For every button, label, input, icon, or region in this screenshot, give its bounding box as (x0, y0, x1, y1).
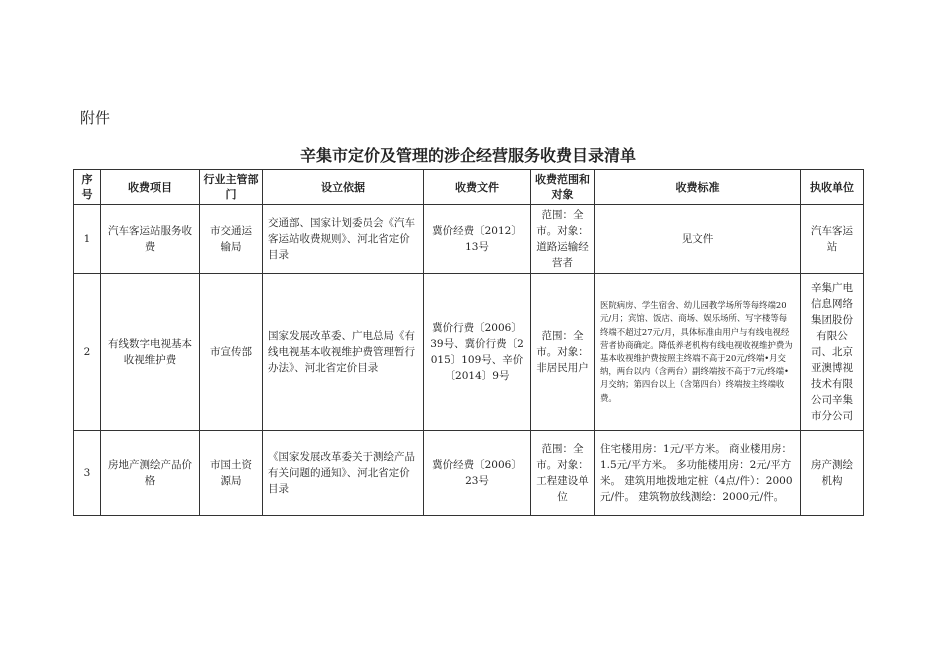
table-header-row (74, 170, 864, 205)
cell-standard: 医院病房、学生宿舍、幼儿园教学场所等每终端20元/月；宾馆、饭店、商场、娱乐场所、写字楼等每终端不超过27元/月，具体标准由用户与有线电视经营者协商确定。降低养老机构有线电视收视维护费为基本收视维护费按照主终端不高于20元/终端•月交纳，两台以内（含两台）副终端按不高于7元/终端•月交纳；第四台以上（含第四台）终端按主终端收费。 (595, 274, 801, 431)
cell-dept: 市交通运输局 (200, 205, 263, 274)
document-title: 辛集市定价及管理的涉企经营服务收费目录清单 (299, 146, 636, 165)
header-dept: 行业主管部门 (200, 170, 263, 205)
table-row (74, 205, 864, 274)
fee-catalog-table (73, 169, 864, 516)
header-unit: 执收单位 (801, 170, 864, 205)
cell-doc: 冀价行费〔2006〕39号、冀价行费〔2015〕109号、辛价〔2014〕9号 (424, 274, 531, 431)
cell-scope: 范围：全市。对象：工程建设单位 (531, 431, 595, 516)
cell-seq: 2 (74, 274, 101, 431)
cell-doc: 冀价经费〔2006〕23号 (424, 431, 531, 516)
cell-item: 房地产测绘产品价格 (101, 431, 200, 516)
cell-dept: 市宣传部 (200, 274, 263, 431)
header-seq: 序号 (74, 170, 101, 205)
cell-dept: 市国土资源局 (200, 431, 263, 516)
cell-scope: 范围：全市。对象：道路运输经营者 (531, 205, 595, 274)
cell-doc: 冀价经费〔2012〕13号 (424, 205, 531, 274)
cell-standard: 住宅楼用房：1元/平方米。 商业楼用房：1.5元/平方米。 多功能楼用房：2元/平方米。 建筑用地拨地定桩（4点/件）：2000元/件。 建筑物放线测绘：2000元/件。 (595, 431, 801, 516)
header-scope: 收费范围和对象 (531, 170, 595, 205)
cell-basis: 《国家发展改革委关于测绘产品有关问题的通知》、河北省定价目录 (263, 431, 424, 516)
cell-seq: 1 (74, 205, 101, 274)
cell-basis: 国家发展改革委、广电总局《有线电视基本收视维护费管理暂行办法》、河北省定价目录 (263, 274, 424, 431)
table-row (74, 274, 864, 431)
cell-unit: 辛集广电信息网络集团股份有限公司、北京亚澳博视技术有限公司辛集市分公司 (801, 274, 864, 431)
cell-unit: 汽车客运站 (801, 205, 864, 274)
attachment-label: 附件 (80, 109, 111, 127)
header-doc: 收费文件 (424, 170, 531, 205)
cell-basis: 交通部、国家计划委员会《汽车客运站收费规则》、河北省定价目录 (263, 205, 424, 274)
cell-item: 汽车客运站服务收费 (101, 205, 200, 274)
header-basis: 设立依据 (263, 170, 424, 205)
header-item: 收费项目 (101, 170, 200, 205)
cell-standard: 见文件 (595, 205, 801, 274)
table-row (74, 431, 864, 516)
cell-scope: 范围：全市。对象：非居民用户 (531, 274, 595, 431)
cell-seq: 3 (74, 431, 101, 516)
header-standard: 收费标准 (595, 170, 801, 205)
cell-unit: 房产测绘机构 (801, 431, 864, 516)
cell-item: 有线数字电视基本收视维护费 (101, 274, 200, 431)
